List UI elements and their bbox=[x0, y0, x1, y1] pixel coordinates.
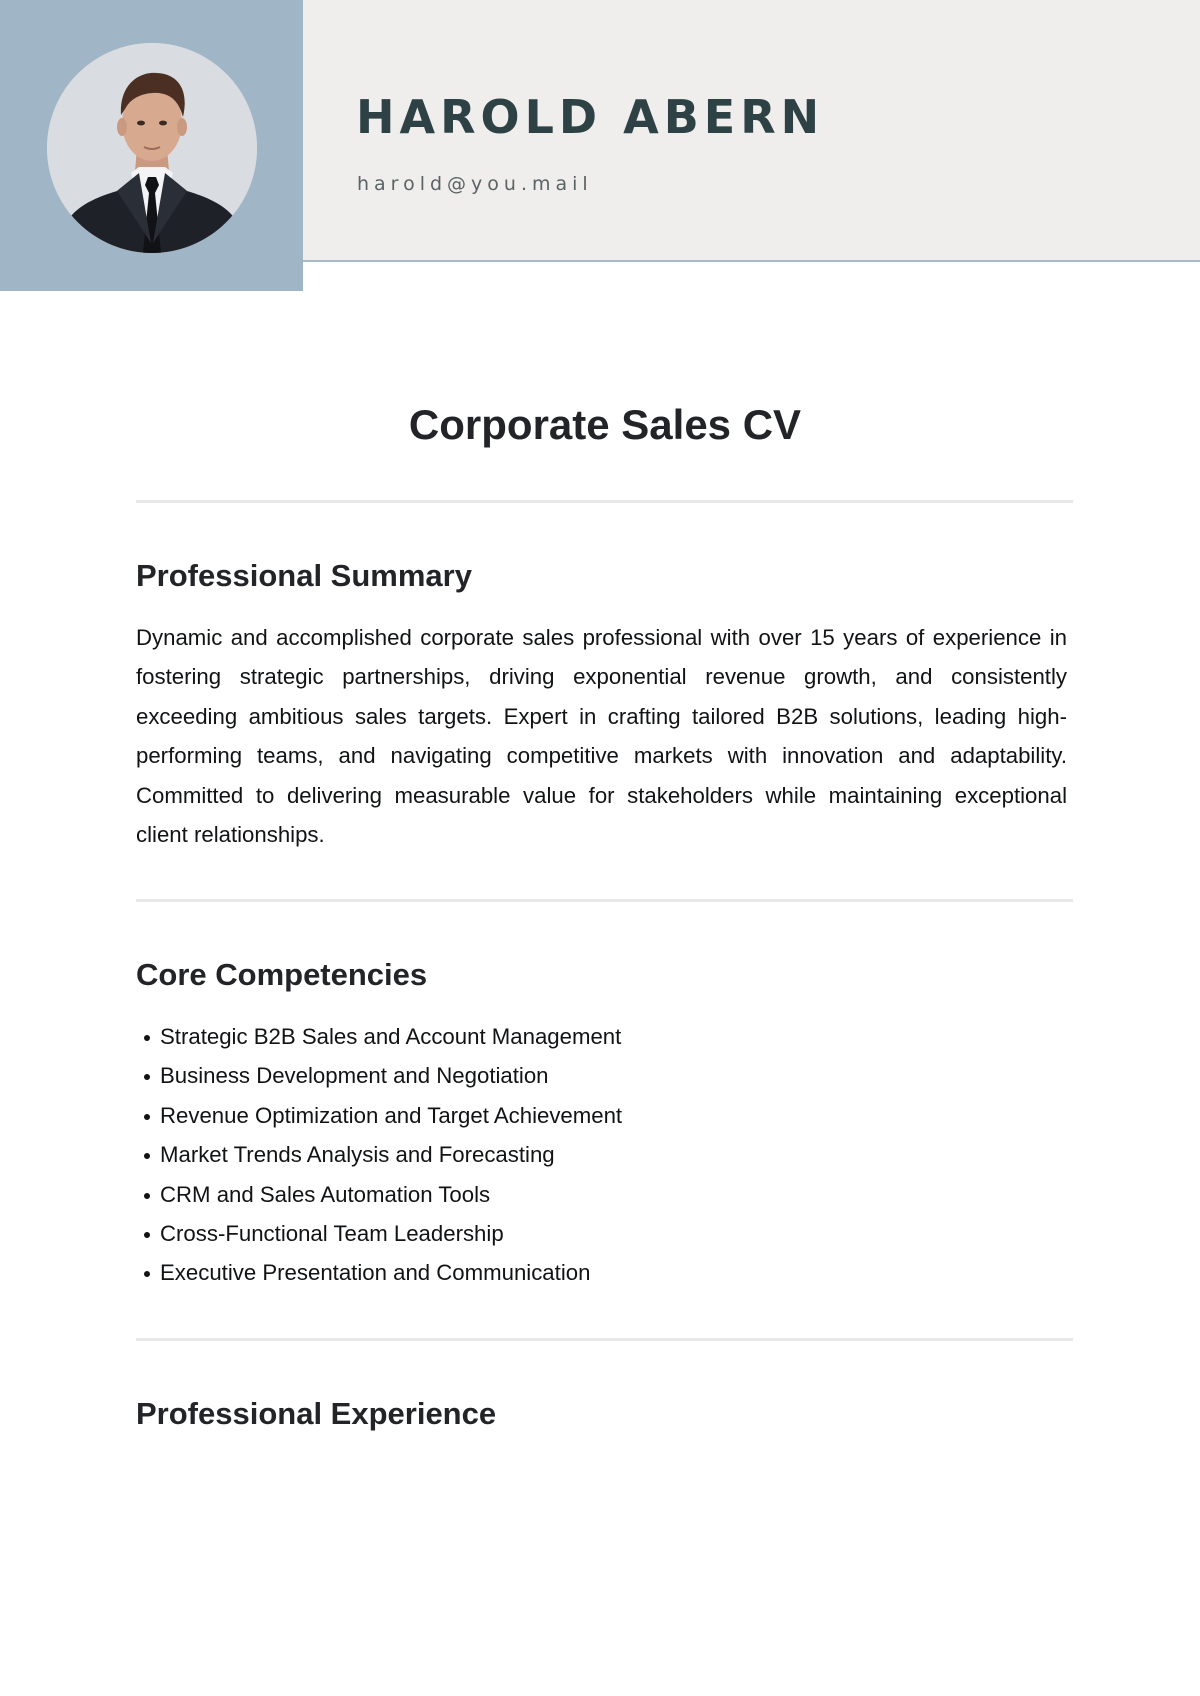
experience-heading: Professional Experience bbox=[136, 1396, 497, 1431]
divider bbox=[136, 500, 1073, 503]
list-item: Strategic B2B Sales and Account Management bbox=[136, 1017, 622, 1056]
candidate-email[interactable]: harold@you.mail bbox=[357, 173, 593, 195]
list-item: Business Development and Negotiation bbox=[136, 1056, 622, 1095]
list-item: Revenue Optimization and Target Achievement bbox=[136, 1096, 622, 1135]
portrait-photo bbox=[47, 43, 257, 253]
divider bbox=[136, 1338, 1073, 1341]
document-title: Corporate Sales CV bbox=[408, 401, 802, 448]
competencies-heading: Core Competencies bbox=[136, 957, 428, 992]
list-item: Cross-Functional Team Leadership bbox=[136, 1214, 622, 1253]
divider bbox=[136, 899, 1073, 902]
avatar bbox=[47, 43, 257, 253]
list-item: CRM and Sales Automation Tools bbox=[136, 1175, 622, 1214]
summary-heading: Professional Summary bbox=[136, 558, 472, 593]
list-item: Executive Presentation and Communication bbox=[136, 1253, 622, 1292]
list-item: Market Trends Analysis and Forecasting bbox=[136, 1135, 622, 1174]
summary-text: Dynamic and accomplished corporate sales professional with over 15 years of experience in fostering strategic partnerships, driving exponential revenue growth, and consistently exceeding ambitious sales targets. Expert in crafting tailored B2B solutions, leading high-performing teams, and navigating competitive markets with innovation and adaptability. Committed to delivering measurable value for stakeholders while maintaining exceptional client relationships. bbox=[136, 625, 1067, 848]
competencies-list bbox=[136, 1017, 622, 1293]
candidate-name: HAROLD ABERN bbox=[356, 90, 825, 144]
photo-panel bbox=[0, 0, 303, 291]
